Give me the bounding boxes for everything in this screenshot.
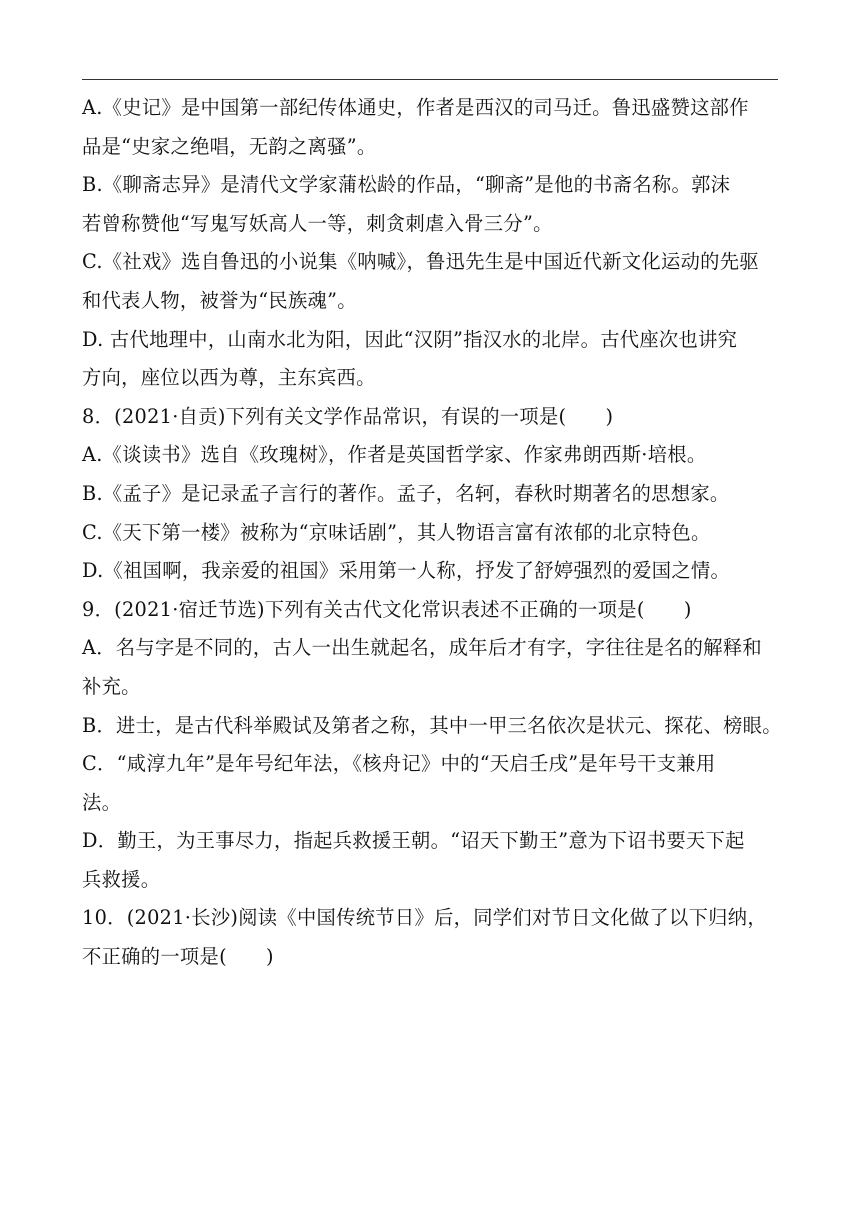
question-10-stem: 10．(2021·长沙)阅读《中国传统节日》后，同学们对节日文化做了以下归纳， — [82, 906, 767, 930]
question-8-option-b: B.《孟子》是记录孟子言行的著作。孟子，名轲，春秋时期著名的思想家。 — [82, 481, 730, 505]
text-line: 方向，座位以西为尊，主东宾西。 — [82, 366, 376, 390]
question-8-option-c: C.《天下第一楼》被称为“京味话剧”，其人物语言富有浓郁的北京特色。 — [82, 520, 711, 544]
question-9-option-c: C．“咸淳九年”是年号纪年法，《核舟记》中的“天启壬戌”是年号干支兼用 — [82, 752, 716, 776]
question-9-option-b: B．进士，是古代科举殿试及第者之称，其中一甲三名依次是状元、探花、榜眼。 — [82, 713, 782, 737]
document-body — [82, 89, 782, 977]
question-9-option-d: D．勤王，为王事尽力，指起兵救援王朝。“诏天下勤王”意为下诏书要天下起 — [82, 829, 745, 853]
text-line: C.《社戏》选自鲁迅的小说集《呐喊》，鲁迅先生是中国近代新文化运动的先驱 — [82, 250, 759, 274]
text-line: 补充。 — [82, 674, 141, 698]
text-line: 若曾称赞他“写鬼写妖高人一等，刺贪刺虐入骨三分”。 — [82, 211, 553, 235]
text-line: 和代表人物，被誉为“民族魂”。 — [82, 288, 357, 312]
text-line: B.《聊斋志异》是清代文学家蒲松龄的作品，“聊斋”是他的书斋名称。郭沫 — [82, 173, 731, 197]
text-line: 品是“史家之绝唱，无韵之离骚”。 — [82, 134, 377, 158]
question-9-stem: 9．(2021·宿迁节选)下列有关古代文化常识表述不正确的一项是( ) — [82, 597, 692, 621]
question-8-option-d: D.《祖国啊，我亲爱的祖国》采用第一人称，抒发了舒婷强烈的爱国之情。 — [82, 559, 731, 583]
question-9-option-a: A．名与字是不同的，古人一出生就起名，成年后才有字，字往往是名的解释和 — [82, 636, 762, 660]
question-8-stem: 8．(2021·自贡)下列有关文学作品常识，有误的一项是( ) — [82, 404, 614, 428]
text-line: 兵救援。 — [82, 867, 161, 891]
text-line: D. 古代地理中，山南水北为阳，因此“汉阴”指汉水的北岸。古代座次也讲究 — [82, 327, 738, 351]
header-rule — [82, 79, 778, 80]
text-line: A.《史记》是中国第一部纪传体通史，作者是西汉的司马迁。鲁迅盛赞这部作 — [82, 96, 749, 119]
question-8-option-a: A.《谈读书》选自《玫瑰树》，作者是英国哲学家、作家弗朗西斯·培根。 — [82, 443, 707, 467]
text-line: 法。 — [82, 790, 122, 814]
text-line: 不正确的一项是( ) — [82, 945, 274, 969]
